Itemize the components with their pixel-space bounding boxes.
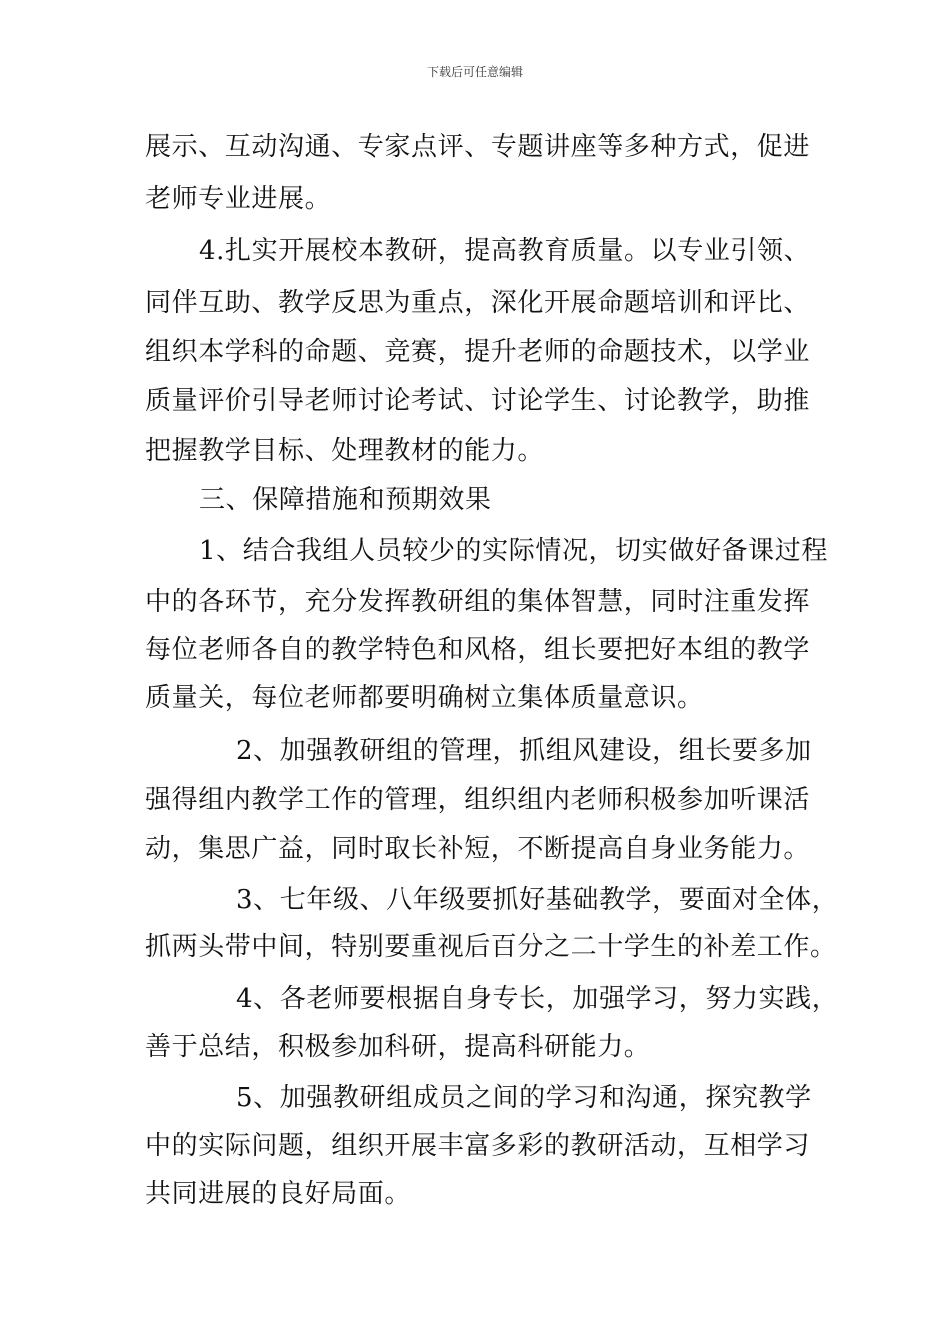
text-line: 同伴互助、教学反思为重点，深化开展命题培训和评比、 xyxy=(145,288,811,318)
text-line: 共同进展的良好局面。 xyxy=(145,1179,412,1209)
text-line: 抓两头带中间，特别要重视后百分之二十学生的补差工作。 xyxy=(145,932,837,962)
text-line: 善于总结，积极参加科研，提高科研能力。 xyxy=(145,1032,651,1062)
page-header: 下载后可任意编辑 xyxy=(426,65,523,79)
text-line: 4.扎实开展校本教研，提高教育质量。以专业引领、 xyxy=(199,236,811,266)
text-line: 老师专业进展。 xyxy=(145,184,332,214)
text-line: 5、加强教研组成员之间的学习和沟通，探究教学 xyxy=(236,1083,812,1113)
text-line: 每位老师各自的教学特色和风格，组长要把好本组的教学 xyxy=(145,635,811,665)
text-line: 把握教学目标、处理教材的能力。 xyxy=(145,436,545,466)
text-line: 1、结合我组人员较少的实际情况，切实做好备课过程 xyxy=(199,536,828,566)
text-line: 2、加强教研组的管理，抓组风建设，组长要多加 xyxy=(236,736,812,766)
text-line: 动，集思广益，同时取长补短，不断提高自身业务能力。 xyxy=(145,834,811,864)
text-line: 展示、互动沟通、专家点评、专题讲座等多种方式，促进 xyxy=(145,132,811,162)
text-line: 4、各老师要根据自身专长，加强学习，努力实践， xyxy=(236,984,839,1014)
text-line: 3、七年级、八年级要抓好基础教学，要面对全体， xyxy=(236,885,839,915)
text-line: 质量关，每位老师都要明确树立集体质量意识。 xyxy=(145,683,704,713)
text-line: 强得组内教学工作的管理，组织组内老师积极参加听课活 xyxy=(145,785,811,815)
text-line: 中的实际问题，组织开展丰富多彩的教研活动，互相学习 xyxy=(145,1131,811,1161)
text-line: 组织本学科的命题、竞赛，提升老师的命题技术，以学业 xyxy=(145,337,811,367)
text-line: 中的各环节，充分发挥教研组的集体智慧，同时注重发挥 xyxy=(145,587,811,617)
text-line: 质量评价引导老师讨论考试、讨论学生、讨论教学，助推 xyxy=(145,386,811,416)
section-heading: 三、保障措施和预期效果 xyxy=(199,485,492,515)
